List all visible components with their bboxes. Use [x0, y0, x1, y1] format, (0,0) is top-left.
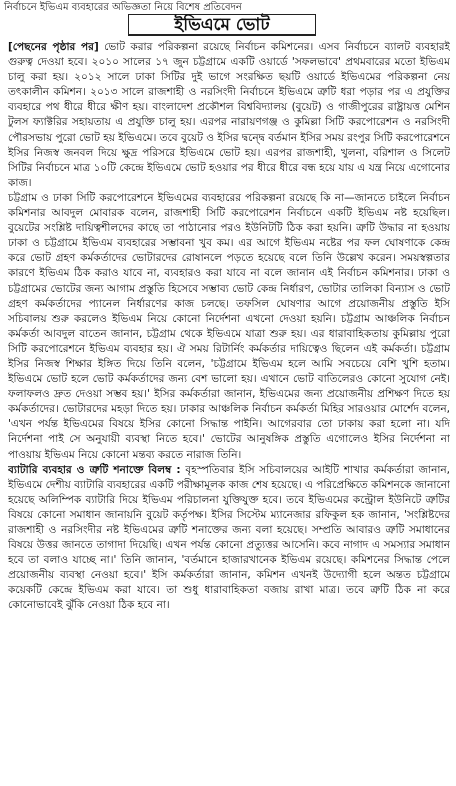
article-paragraph: [8, 463, 450, 614]
article-body: [8, 40, 450, 784]
previous-page-strip: নির্বাচনে ইভিএম ব্যবহারের অভিজ্ঞতা নিয়ে বিশেষ প্রতিবেদন: [4, 2, 242, 13]
article-headline: ইভিএমে ভোট: [128, 14, 316, 36]
article-paragraph: [8, 191, 450, 463]
continuation-tag: [পেছনের পৃষ্ঠার পর]: [8, 41, 99, 53]
paragraph-text: চট্টগ্রাম ও ঢাকা সিটি করপোরেশনে ইভিএমের ব্যবহারের পরিকল্পনা রয়েছে কি না—জানতে চাইলে নির্বাচন কমিশনার আবদুল মোবারক বলেন, রাজশাহী সিটি করপোরেশন নির্বাচনে একটি ইভিএম নষ্ট হয়েছিল। বুয়েটের সংশ্লিষ্ট দায়িত্বশীলদের কাছে তা পাঠানোর পরও ইউনিটটি ঠিক করা হয়নি। ত্রুটি উদ্ধার না হওয়ায় ঢাকা ও চট্টগ্রামে ইভিএম ব্যবহারের সম্ভাবনা খুব কম। এর আগে ইভিএম নষ্টের পর ফল ঘোষণাকে কেন্দ্র করে ভোট গ্রহণ কর্মকর্তাদের ভোটারদের রোষানলে পড়তে হয়েছে বলে তিনি উল্লেখ করেন। সময়স্বল্পতার কারণে ইভিএম ঠিক করাও যাবে না, ব্যবহারও করা যাবে না বলে জানান এই নির্বাচন কমিশনার। ঢাকা ও চট্টগ্রামের ভোটের জন্য আগাম প্রস্তুতি হিসেবে সম্ভাব্য ভোট কেন্দ্র নির্ধারণ, ভোটার তালিকা বিন্যাস ও ভোট গ্রহণ কর্মকর্তাদের প্যানেল নির্ধারণের কাজ চলছে। তফসিল ঘোষণার আগে প্রয়োজনীয় প্রস্তুতি ইসি সচিবালয় শুরু করলেও ইভিএম নিয়ে কোনো নির্দেশনা এখনো দেওয়া হয়নি। চট্টগ্রাম আঞ্চলিক নির্বাচন কর্মকর্তা আবদুল বাতেন জানান, চট্টগ্রাম থেকে ইভিএমে যাত্রা শুরু হয়। এর ধারাবাহিকতায় কুমিল্লায় পুরো সিটি করপোরেশনে ইভিএম ব্যবহার হয়। ঐ সময় রিটার্নিং কর্মকর্তার দায়িত্বেও ছিলেন এই কর্মকর্তা। চট্টগ্রাম ইসির নিজস্ব শিক্ষার ইঙ্গিত দিয়ে তিনি বলেন, 'চট্টগ্রামে ইভিএম হলে আমি সবচেয়ে বেশি খুশি হতাম। ইভিএমে ভোট হলে ভোট কর্মকর্তাদের জন্য বেশ ভালো হয়। এখানে ভোট বাতিলেরও কোনো সুযোগ নেই। ফলাফলও দ্রুত দেওয়া সম্ভব হয়।' ইসির কর্মকর্তারা জানান, ইভিএমের জন্য প্রয়োজনীয় প্রশিক্ষণ দিতে হয় কর্মকর্তাদের। ভোটারদের মহড়া দিতে হয়। ঢাকার আঞ্চলিক নির্বাচন কর্মকর্তা মিহির সারওয়ার মোর্শেদ বলেন, 'এখন পর্যন্ত ইভিএমের বিষয়ে ইসির কোনো সিদ্ধান্ত পাইনি। আগেরবার তো ঢাকায় করা হলো না। যদি নির্দেশনা পাই সে অনুযায়ী ব্যবস্থা নিতে হবে।' ভোটের আনুষঙ্গিক প্রস্তুতি এগোলেও ইসির নির্দেশনা না পাওয়ায় ইভিএম নিয়ে কোনো মন্তব্য করতে নারাজ তিনি।: [8, 191, 450, 461]
article-paragraph: [8, 40, 450, 191]
paragraph-text: ভোট করার পরিকল্পনা রয়েছে নির্বাচন কমিশনের। এসব নির্বাচনে ব্যালট ব্যবহারই গুরুত্ব দেওয়া হবে। ২০১০ সালের ১৭ জুন চট্টগ্রামে একটি ওয়ার্ডে 'সফলভাবে' প্রথমবারের মতো ইভিএম চালু করা হয়। ২০১২ সালে ঢাকা সিটির দুই ভাগে সংরক্ষিত ছয়টি ওয়ার্ডে ইভিএমের পরিকল্পনা নেয় তৎকালীন কমিশন। ২০১৩ সালে রাজশাহী ও নরসিংদী নির্বাচনে ইভিএমে ত্রুটি ধরা পড়ার পর এ প্রযুক্তির ব্যবহারে পথ ধীরে ধীরে ক্ষীণ হয়। বাংলাদেশ প্রকৌশল বিশ্ববিদ্যালয় (বুয়েট) ও গাজীপুরের রাষ্ট্রায়ত্ত মেশিন টুলস ফ্যাক্টরির সহায়তায় এ প্রযুক্তি চালু হয়। এরপর নারায়ণগঞ্জ ও কুমিল্লা সিটি করপোরেশন ও নরসিংদী পৌরসভায় পুরো ভোট হয় ইভিএমে। তবে বুয়েট ও ইসির দ্বন্দ্বে বর্তমান ইসির সময় রংপুর সিটি করপোরেশনে ইসির নিজস্ব জনবল দিয়ে ক্ষুদ্র পরিসরে ইভিএমে ভোট হয়। এরপর রাজশাহী, খুলনা, বরিশাল ও সিলেট সিটির নির্বাচনে মাত্র ১০টি কেন্দ্রে ইভিএমে ভোট হওয়ার পর ধীরে ধীরে বন্ধ হয়ে যায় এ যন্ত্র নিয়ে এগোনোর কাজ।: [8, 41, 450, 189]
section-subhead: ব্যাটারি ব্যবহার ও ত্রুটি শনাক্তে বিলম্ব :: [8, 463, 181, 476]
paragraph-text: বৃহস্পতিবার ইসি সচিবালয়ের আইটি শাখার কর্মকর্তারা জানান, ইভিএমে দেশীয় ব্যাটারি ব্যবহারের একটি পরীক্ষামূলক কাজ শেষ হয়েছে। এ পরিপ্রেক্ষিতে কমিশনকে জানানো হয়েছে অলিম্পিক ব্যাটারি দিয়ে ইভিএম পরিচালনা যুক্তিযুক্ত হবে। তবে ইভিএমের কন্ট্রোল ইউনিটে ত্রুটির বিষয়ে কোনো সমাধান জানায়নি বুয়েট কর্তৃপক্ষ। ইসির সিস্টেম ম্যানেজার রফিকুল হক জানান, 'সংশ্লিষ্টদের রাজশাহী ও নরসিংদীর নষ্ট ইভিএমের ত্রুটি শনাক্তের জন্য বলা হয়েছে। সম্প্রতি আবারও ত্রুটি সমাধানের বিষয়ে উত্তর জানতে তাগাদা দিয়েছি। এখন পর্যন্ত কোনো প্রত্যুত্তর আসেনি। কবে নাগাদ এ সমস্যার সমাধান হবে তা বলাও যাচ্ছে না।' তিনি জানান, 'বর্তমানে হাজারখানেক ইভিএম রয়েছে। কমিশনের সিদ্ধান্ত পেলে প্রয়োজনীয় ব্যবস্থা নেওয়া হবে।' ইসি কর্মকর্তারা জানান, কমিশন এখনই উদ্যোগী হলে অন্তত চট্টগ্রামে কয়েকটি কেন্দ্রে ইভিএম করা যাবে। তা শুধু ধারাবাহিকতা বজায় রাখা মাত্র। তবে ত্রুটি ঠিক না করে কোনোভাবেই ঝুঁকি নেওয়া ঠিক হবে না।: [8, 463, 450, 612]
